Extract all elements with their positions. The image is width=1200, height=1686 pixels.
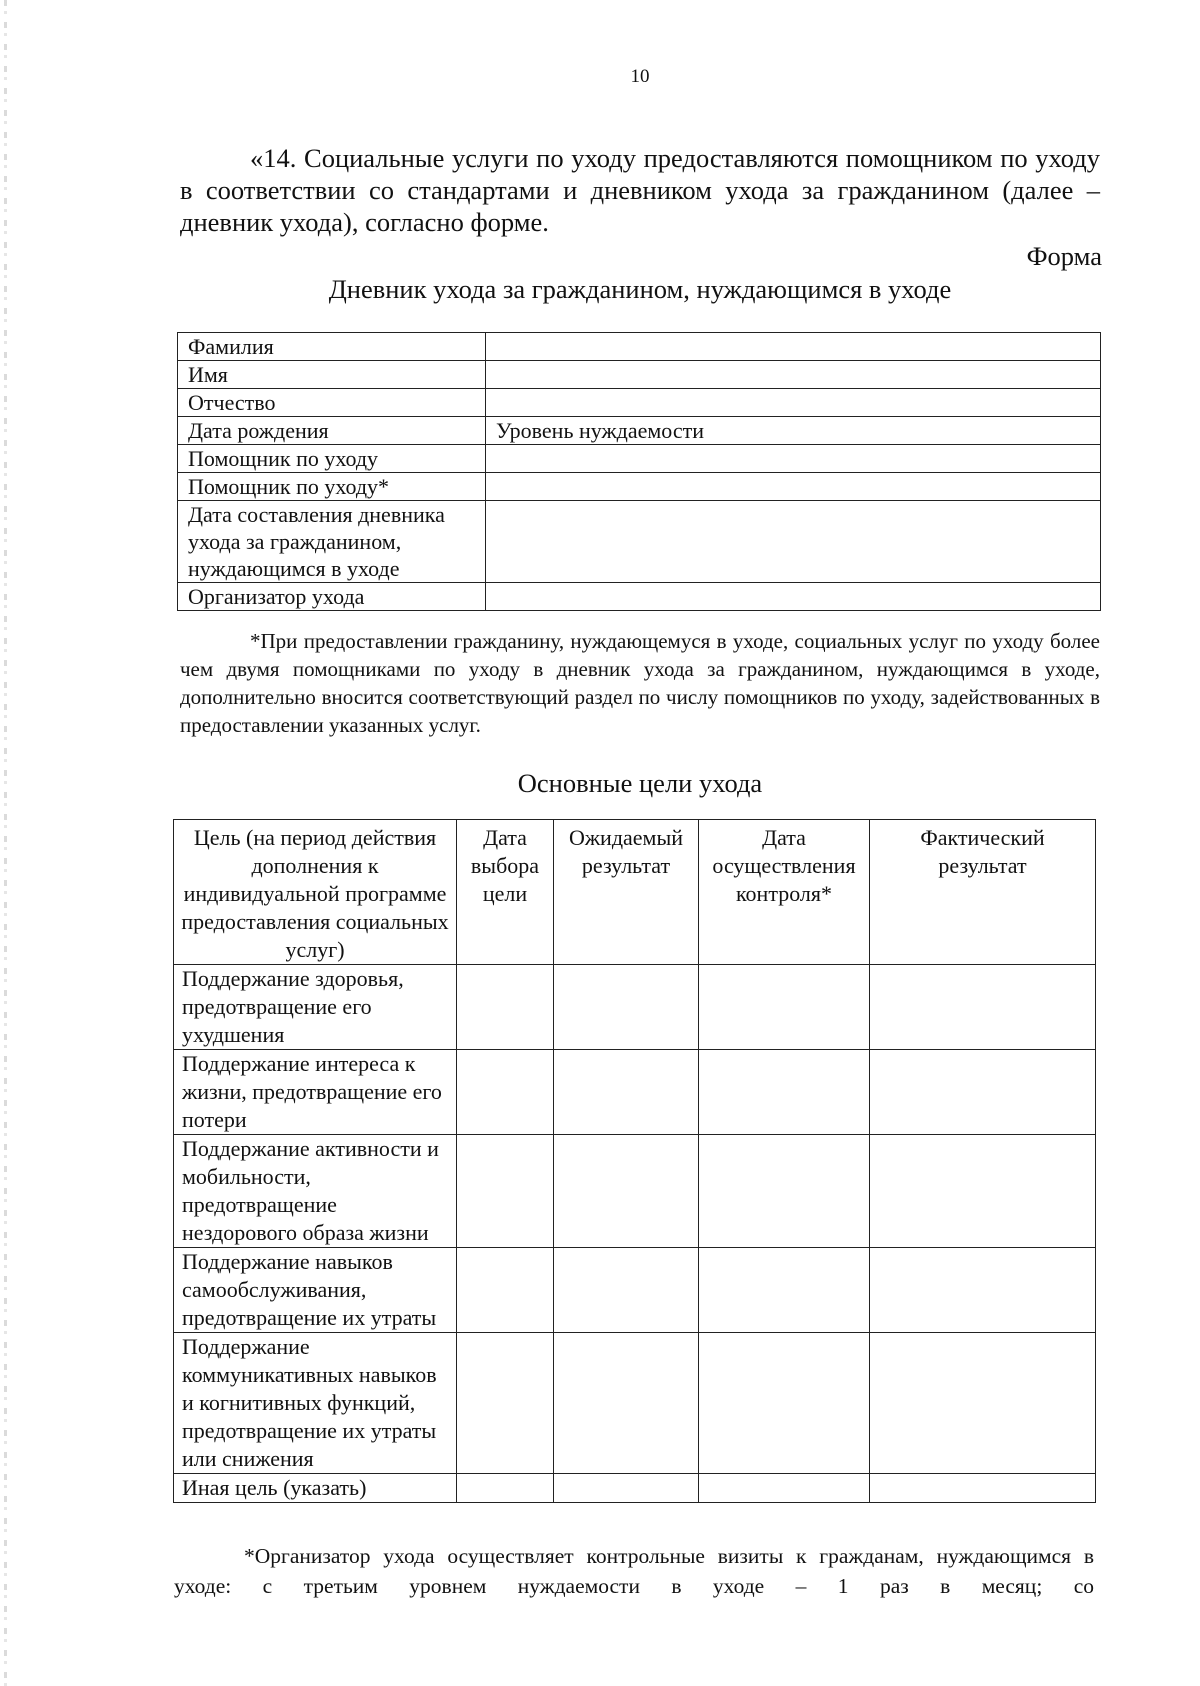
- info-value: [486, 473, 1101, 501]
- info-label: Дата составления дневника ухода за гражданином, нуждающимся в уходе: [178, 501, 486, 583]
- table-row: [178, 473, 1101, 501]
- header-expected-result: Ожидаемый результат: [554, 820, 699, 965]
- goal-cell: Поддержание коммуникативных навыков и когнитивных функций, предотвращение их утраты или снижения: [174, 1333, 457, 1474]
- info-label: Дата рождения: [178, 417, 486, 445]
- table-row: [178, 333, 1101, 361]
- info-value: [486, 583, 1101, 611]
- goal-cell: Поддержание интереса к жизни, предотвращение его потери: [174, 1050, 457, 1135]
- scan-edge-artifact: [4, 0, 7, 1686]
- info-value: [486, 333, 1101, 361]
- empty-cell: [699, 965, 870, 1050]
- empty-cell: [699, 1248, 870, 1333]
- info-value: [486, 389, 1101, 417]
- empty-cell: [699, 1333, 870, 1474]
- table-row: [174, 1248, 1096, 1333]
- table-row: [174, 1050, 1096, 1135]
- empty-cell: [554, 965, 699, 1050]
- table-header-row: [174, 820, 1096, 965]
- empty-cell: [457, 965, 554, 1050]
- info-label: Фамилия: [178, 333, 486, 361]
- footnote-helpers: [180, 627, 1100, 739]
- empty-cell: [554, 1135, 699, 1248]
- info-label: Отчество: [178, 389, 486, 417]
- goal-cell: Поддержание навыков самообслуживания, предотвращение их утраты: [174, 1248, 457, 1333]
- header-control-date: Дата осуществления контроля*: [699, 820, 870, 965]
- empty-cell: [554, 1333, 699, 1474]
- intro-text: «14. Социальные услуги по уходу предоставляются помощником по уходу в соответствии со стандартами и дневником ухода за гражданином (далее – дневник ухода), согласно форме.: [180, 143, 1100, 237]
- empty-cell: [870, 1050, 1096, 1135]
- table-row: [178, 583, 1101, 611]
- diary-title: Дневник ухода за гражданином, нуждающимся в уходе: [328, 274, 952, 304]
- info-label: Организатор ухода: [178, 583, 486, 611]
- footnote-organizer: [174, 1541, 1094, 1601]
- empty-cell: [457, 1050, 554, 1135]
- table-row: [174, 1333, 1096, 1474]
- footnote-organizer-text: *Организатор ухода осуществляет контрольные визиты к гражданам, нуждающимся в уходе: с третьим уровнем нуждаемости в уходе – 1 раз в месяц; со: [174, 1544, 1094, 1598]
- info-value: [486, 501, 1101, 583]
- table-row: [174, 1135, 1096, 1248]
- info-label: Помощник по уходу*: [178, 473, 486, 501]
- goal-cell: Иная цель (указать): [174, 1474, 457, 1503]
- citizen-info-table: [177, 332, 1101, 611]
- empty-cell: [457, 1474, 554, 1503]
- info-value: Уровень нуждаемости: [486, 417, 1101, 445]
- empty-cell: [870, 1248, 1096, 1333]
- empty-cell: [554, 1050, 699, 1135]
- footnote-helpers-text: *При предоставлении гражданину, нуждающемуся в уходе, социальных услуг по уходу более чем двумя помощниками по уходу в дневник ухода за гражданином, нуждающимся в уходе, дополнительно вносится соответствующий раздел по числу помощников по уходу, задействованных в предоставлении указанных услуг.: [180, 629, 1100, 737]
- info-label: Имя: [178, 361, 486, 389]
- header-actual-result: Фактический результат: [870, 820, 1096, 965]
- info-value: [486, 361, 1101, 389]
- goal-cell: Поддержание здоровья, предотвращение его ухудшения: [174, 965, 457, 1050]
- info-label: Помощник по уходу: [178, 445, 486, 473]
- empty-cell: [554, 1474, 699, 1503]
- page-number: 10: [630, 66, 650, 87]
- goals-title: Основные цели ухода: [517, 768, 763, 798]
- table-row: [178, 417, 1101, 445]
- empty-cell: [457, 1135, 554, 1248]
- table-row: [178, 389, 1101, 417]
- empty-cell: [699, 1474, 870, 1503]
- intro-paragraph: [180, 142, 1100, 238]
- form-label: Форма: [1026, 241, 1102, 271]
- empty-cell: [870, 1474, 1096, 1503]
- care-goals-table: [173, 819, 1096, 1503]
- table-row: [174, 965, 1096, 1050]
- empty-cell: [699, 1050, 870, 1135]
- empty-cell: [870, 965, 1096, 1050]
- table-row: [178, 501, 1101, 583]
- header-goal: Цель (на период действия дополнения к индивидуальной программе предоставления социальных услуг): [174, 820, 457, 965]
- table-row: [178, 445, 1101, 473]
- table-row: [178, 361, 1101, 389]
- goal-cell: Поддержание активности и мобильности, предотвращение нездорового образа жизни: [174, 1135, 457, 1248]
- empty-cell: [457, 1248, 554, 1333]
- info-value: [486, 445, 1101, 473]
- table-row: [174, 1474, 1096, 1503]
- empty-cell: [870, 1135, 1096, 1248]
- empty-cell: [457, 1333, 554, 1474]
- empty-cell: [699, 1135, 870, 1248]
- empty-cell: [870, 1333, 1096, 1474]
- header-selection-date: Дата выбора цели: [457, 820, 554, 965]
- empty-cell: [554, 1248, 699, 1333]
